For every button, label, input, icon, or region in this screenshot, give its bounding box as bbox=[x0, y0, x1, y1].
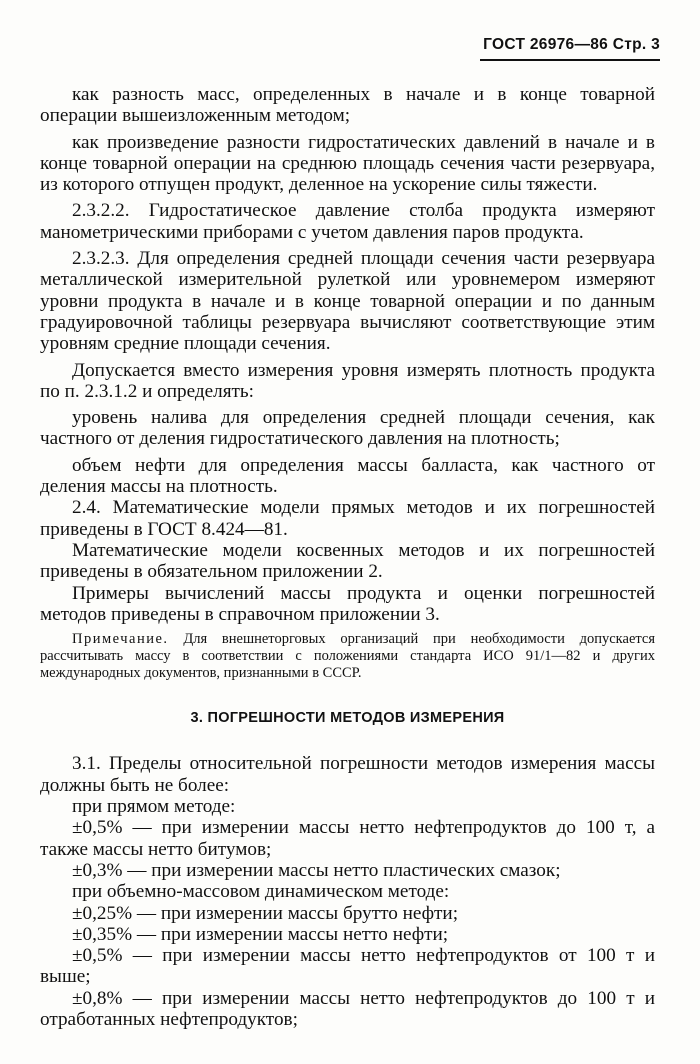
paragraph: Примеры вычислений массы продукта и оценки погрешностей методов приведены в справочном приложении 3. bbox=[40, 582, 655, 625]
document-body bbox=[40, 84, 655, 1030]
paragraph: ±0,5% — при измерении массы нетто нефтепродуктов до 100 т, а также массы нетто битумов; bbox=[40, 817, 655, 860]
paragraph: ±0,5% — при измерении массы нетто нефтепродуктов от 100 т и выше; bbox=[40, 945, 655, 988]
paragraph: ±0,25% — при измерении массы брутто нефти; bbox=[72, 902, 459, 924]
paragraph: Допускается вместо измерения уровня измерять плотность продукта по п. 2.3.1.2 и определять: bbox=[40, 359, 655, 402]
note-label: Примечание. bbox=[72, 631, 169, 648]
paragraph: ±0,8% — при измерении массы нетто нефтепродуктов до 100 т и отработанных нефтепродуктов; bbox=[40, 987, 655, 1030]
paragraph: при объемно-массовом динамическом методе: bbox=[72, 881, 450, 903]
page-header: ГОСТ 26976—86 Стр. 3 bbox=[483, 36, 660, 53]
paragraph: при прямом методе: bbox=[72, 796, 236, 818]
paragraph: уровень налива для определения средней площади сечения, как частного от деления гидростатического давления на плотность; bbox=[40, 407, 655, 450]
note bbox=[40, 631, 655, 682]
paragraph: Математические модели косвенных методов и их погрешностей приведены в обязательном приложении 2. bbox=[40, 539, 655, 583]
paragraph: объем нефти для определения массы балласта, как частного от деления массы на плотность. bbox=[40, 454, 655, 498]
header-rule bbox=[480, 59, 660, 61]
paragraph: ±0,3% — при измерении массы нетто пластических смазок; bbox=[72, 859, 561, 881]
paragraph: как произведение разности гидростатических давлений в начале и в конце товарной операции на среднюю площадь сечения части резервуара, из которого отпущен продукт, деленное на ускорение силы тяжести. bbox=[40, 131, 655, 196]
note-text: Для внешнеторговых организаций при необходимости допускается рассчитывать массу в соответствии с положениями стандарта ИСО 91/1—82 и других международных документов, признанными в СССР. bbox=[40, 631, 656, 682]
paragraph: 2.4. Математические модели прямых методов и их погрешностей приведены в ГОСТ 8.424—81. bbox=[40, 497, 655, 540]
paragraph: 2.3.2.3. Для определения средней площади сечения части резервуара металлической измерительной рулеткой или уровнемером измеряют уровни продукта в начале и в конце товарной операции и по данным градуировочной таблицы резервуара вычисляют соответствующие этим уровням средние площади сечения. bbox=[40, 248, 655, 355]
paragraph: 2.3.2.2. Гидростатическое давление столба продукта измеряют манометрическими приборами с учетом давления паров продукта. bbox=[40, 200, 655, 243]
section-title: 3. ПОГРЕШНОСТИ МЕТОДОВ ИЗМЕРЕНИЯ bbox=[190, 710, 505, 727]
paragraph: ±0,35% — при измерении массы нетто нефти; bbox=[72, 923, 449, 945]
paragraph: 3.1. Пределы относительной погрешности методов измерения массы должны быть не более: bbox=[40, 753, 655, 796]
paragraph: как разность масс, определенных в начале и в конце товарной операции вышеизложенным методом; bbox=[40, 84, 655, 127]
